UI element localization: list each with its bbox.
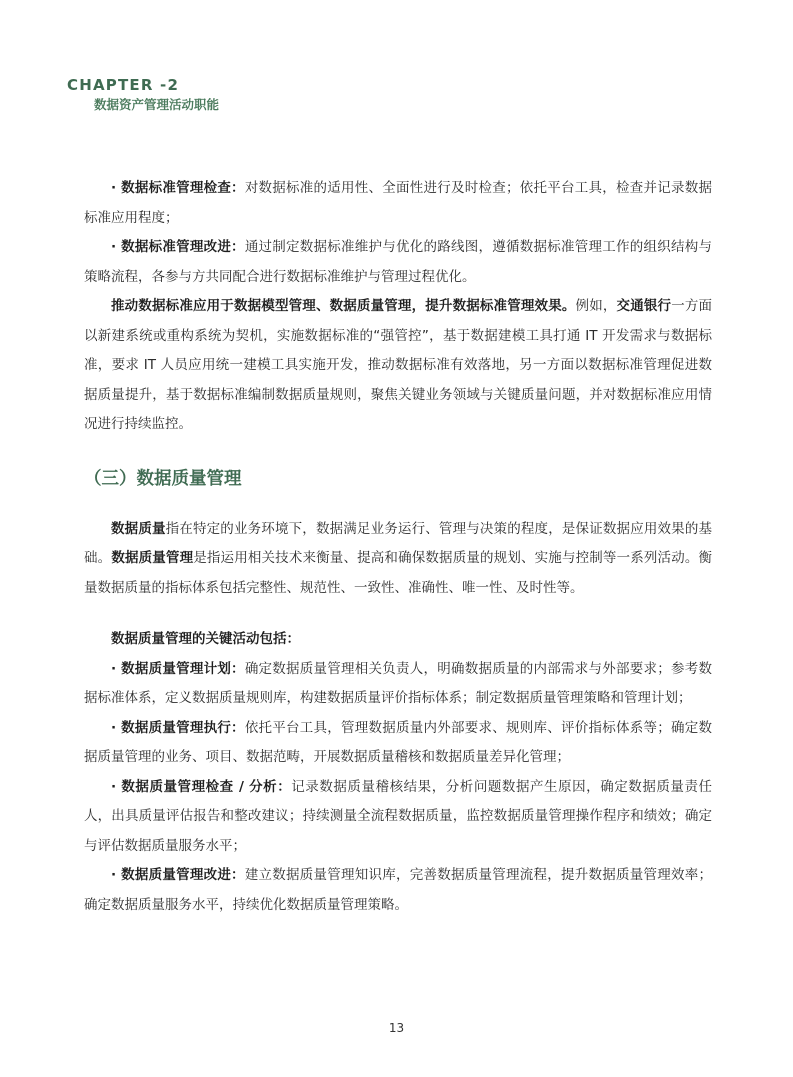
spacer <box>84 603 712 625</box>
paragraph-text: 依托平台工具，管理数据质量内外部要求、规则库、评价指标体系等；确定数据质量管理的业务、项目、数据范畴，开展数据质量稽核和数据质量差异化管理； <box>84 719 713 765</box>
paragraph-standard-application <box>84 292 712 440</box>
bank-name: 交通银行 <box>616 298 672 314</box>
paragraph-label: · 数据质量管理执行： <box>111 719 245 736</box>
paragraph-quality-execute <box>84 714 712 773</box>
paragraph-label: · 数据质量管理改进： <box>111 867 245 883</box>
paragraph-lead: 推动数据标准应用于数据模型管理、数据质量管理，提升数据标准管理效果。 <box>111 298 576 314</box>
paragraph-standard-check <box>84 174 712 233</box>
paragraph-label: · 数据质量管理计划： <box>111 660 245 677</box>
page-number: 13 <box>388 1021 405 1035</box>
paragraph-text: 通过制定数据标准维护与优化的路线图，遵循数据标准管理工作的组织结构与策略流程，各参与方共同配合进行数据标准维护与管理过程优化。 <box>84 239 713 285</box>
paragraph-label: · 数据标准管理改进： <box>111 239 245 255</box>
key-activities-title: 数据质量管理的关键活动包括： <box>111 631 300 647</box>
paragraph-text: 对数据标准的适用性、全面性进行及时检查；依托平台工具，检查并记录数据标准应用程度； <box>84 180 713 226</box>
paragraph-standard-improve <box>84 233 712 292</box>
term-data-quality: 数据质量 <box>111 520 166 537</box>
paragraph-label: · 数据质量管理检查 / 分析： <box>111 778 292 795</box>
section-heading: （三）数据质量管理 <box>84 468 242 489</box>
paragraph-text: 一方面以新建系统或重构系统为契机，实施数据标准的“强管控”，基于数据建模工具打通 IT 开发需求与数据标准，要求 IT 人员应用统一建模工具实施开发，推动数据标准有效落地，另一方面以数据标准管理促进数据质量提升，基于数据标准编制数据质量规则，聚焦关键业务领域与关键质量问题，并对数据标准应用情况进行持续监控。 <box>84 298 713 432</box>
paragraph-text: 例如， <box>575 298 617 314</box>
paragraph-quality-definition <box>84 515 712 604</box>
chapter-label: CHAPTER -2 <box>67 76 180 94</box>
chapter-subtitle: 数据资产管理活动职能 <box>94 97 220 112</box>
paragraph-quality-improve <box>84 861 712 920</box>
paragraph-text: 指在特定的业务环境下，数据满足业务运行、管理与决策的程度，是保证数据应用效果的基础。 <box>84 520 713 566</box>
paragraph-quality-plan <box>84 655 712 714</box>
paragraph-label: · 数据标准管理检查： <box>111 180 245 196</box>
paragraph-text: 确定数据质量管理相关负责人，明确数据质量的内部需求与外部要求；参考数据标准体系，定义数据质量规则库，构建数据质量评价指标体系；制定数据质量管理策略和管理计划； <box>84 660 713 706</box>
paragraph-text: 建立数据质量管理知识库，完善数据质量管理流程，提升数据质量管理效率；确定数据质量服务水平，持续优化数据质量管理策略。 <box>84 867 713 913</box>
paragraph-quality-check <box>84 773 712 862</box>
term-data-quality-management: 数据质量管理 <box>111 550 194 566</box>
paragraph-text: 是指运用相关技术来衡量、提高和确保数据质量的规划、实施与控制等一系列活动。衡量数据质量的指标体系包括完整性、规范性、一致性、准确性、唯一性、及时性等。 <box>84 550 713 596</box>
main-content <box>84 174 712 920</box>
paragraph-text: 记录数据质量稽核结果，分析问题数据产生原因，确定数据质量责任人，出具质量评估报告和整改建议；持续测量全流程数据质量，监控数据质量管理操作程序和绩效；确定与评估数据质量服务水平； <box>84 778 712 854</box>
paragraph-key-activities-title <box>84 625 712 655</box>
